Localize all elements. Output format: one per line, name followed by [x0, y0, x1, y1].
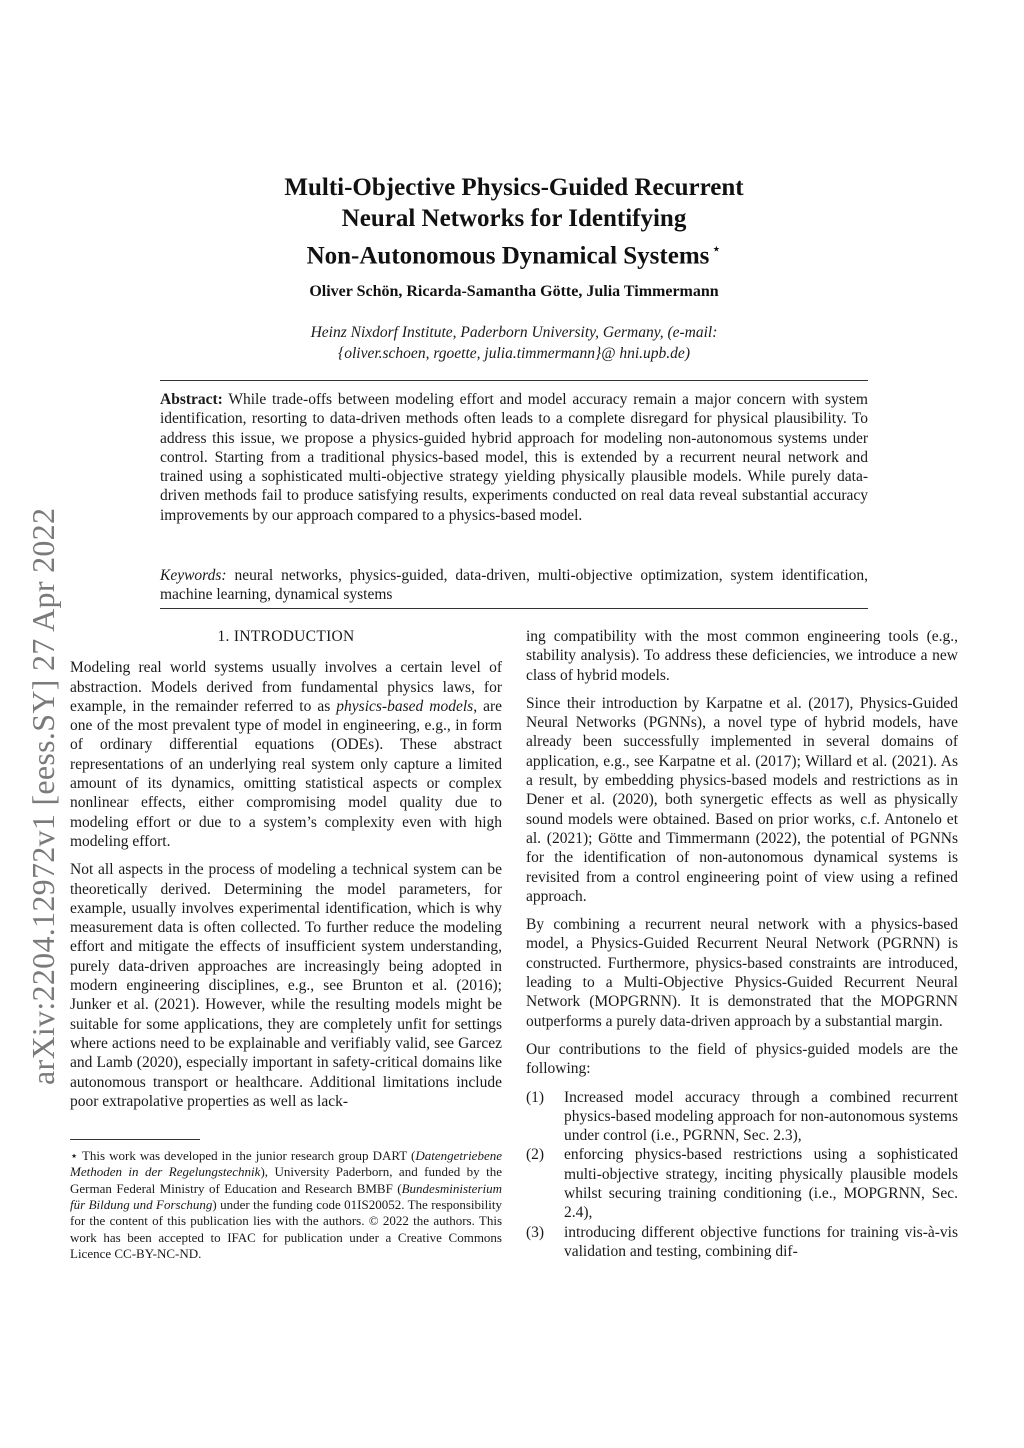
list-item-number: (2)	[526, 1146, 545, 1164]
author-list: Oliver Schön, Ricarda-Samantha Götte, Julia Timmermann	[309, 283, 719, 300]
paragraph: Our contributions to the field of physics-guided models are the following:	[526, 1040, 958, 1078]
title-line-text: Non-Autonomous Dynamical Systems	[306, 242, 710, 270]
list-item-text: enforcing physics-based restrictions using a sophisticated multi-objective strategy, inciting physically plausible models whilst securing training conditioning (i.e., MOPGRNN, Sec. 2.4),	[564, 1146, 958, 1222]
list-item-text: introducing different objective functions for training vis-à-vis validation and testing, combining dif-	[564, 1223, 958, 1260]
keywords-text: neural networks, physics-guided, data-driven, multi-objective optimization, system identification, machine learning, dynamical systems	[160, 567, 869, 604]
section-heading-introduction: 1. INTRODUCTION	[217, 628, 355, 645]
footnote-emphasis: Datengetriebene Methoden in der Regelungstechnik	[70, 1148, 502, 1180]
paragraph	[70, 658, 502, 851]
footnote-rule	[70, 1139, 200, 1140]
footnote-text: ⋆ This work was developed in the junior research group DART (	[70, 1148, 416, 1164]
paragraph-text: , are one of the most prevalent type of model in engineering, e.g., in form of ordinary differential equations (ODEs). These abstract representations of an underlying real system only capture a limited amount of its dynamics, omitting statistical aspects or complex nonlinear effects, either compromising model quality due to modeling effort or due to a system’s complexity even with high modeling effort.	[70, 697, 502, 850]
footnote-text: ) under the funding code 01IS20052. The responsibility for the content of this publication lies with the authors. © 2022 the authors. This work has been accepted to IFAC for publication under a Creative Commons Licence CC-BY-NC-ND.	[70, 1197, 502, 1261]
affiliation	[160, 322, 868, 364]
footnote	[70, 1148, 502, 1262]
paragraph: Since their introduction by Karpatne et al. (2017), Physics-Guided Neural Networks (PGNNs), a novel type of hybrid models, have already been successfully implemented in several domains of application, e.g., see Karpatne et al. (2017); Willard et al. (2021). As a result, by embedding physics-based models and restrictions as in Dener et al. (2020), both synergetic effects as well as physically sound models were obtained. Based on prior works, c.f. Antonelo et al. (2021); Götte and Timmermann (2022), the potential of PGNNs for the identification of non-autonomous dynamical systems is revisited from a control engineering point of view using a refined approach.	[526, 694, 958, 905]
affiliation-line: Heinz Nixdorf Institute, Paderborn University, Germany, (e-mail:	[310, 324, 718, 341]
paragraph: Not all aspects in the process of modeling a technical system can be theoretically derived. Determining the model parameters, for example, usually involves experimental identification, which is why measurement data is often collected. To further reduce the modeling effort and mitigate the effects of insufficient system understanding, purely data-driven approaches are increasingly being adopted in modern engineering disciplines, e.g., see Brunton et al. (2016); Junker et al. (2021). However, while the resulting models might be suitable for some applications, they are completely unfit for settings where actions need to be explainable and verifiably valid, see Garcez and Lamb (2020), especially important in safety-critical domains like autonomous transport or healthcare. Additional limitations include poor extrapolative properties as well as lack-	[70, 861, 502, 1110]
title-line: Neural Networks for Identifying	[341, 205, 687, 232]
list-item-number: (1)	[526, 1088, 545, 1106]
emphasis-text: physics-based models	[336, 697, 474, 715]
title-line	[160, 234, 868, 271]
abstract-label: Abstract:	[160, 391, 223, 408]
right-column	[526, 627, 958, 1261]
arxiv-identifier-stamp: arXiv:2204.12972v1 [eess.SY] 27 Apr 2022	[25, 507, 61, 1085]
list-item	[526, 1223, 958, 1262]
paragraph-text: Modeling real world systems usually involves a certain level of abstraction. Models derived from fundamental physics laws, for example, in the remainder referred to as	[70, 659, 502, 715]
list-item-number: (3)	[526, 1223, 545, 1241]
abstract-text: While trade-offs between modeling effort and model accuracy remain a major concern with system identification, resorting to data-driven methods often leads to a complete disregard for physical plausibility. To address this issue, we propose a physics-guided hybrid approach for modeling non-autonomous systems under control. Starting from a traditional physics-based model, this is extended by a recurrent neural network and trained using a sophisticated multi-objective strategy yielding physically plausible models. While purely data-driven methods fail to produce satisfying results, experiments conducted on real data reveal substantial accuracy improvements by our approach compared to a physics-based model.	[160, 391, 868, 524]
abstract	[160, 390, 868, 525]
keywords-label: Keywords:	[160, 567, 227, 584]
footnote-text: ), University Paderborn, and funded by the German Federal Ministry of Education and Research BMBF (	[70, 1164, 503, 1196]
contributions-list	[526, 1088, 958, 1262]
keywords	[160, 566, 868, 605]
paragraph: By combining a recurrent neural network with a physics-based model, a Physics-Guided Recurrent Neural Network (PGRNN) is constructed. Furthermore, physics-based constraints are introduced, leading to a Multi-Objective Physics-Guided Recurrent Neural Network (MOPGRNN). It is demonstrated that the MOPGRNN outperforms a purely data-driven approach by a substantial margin.	[526, 916, 958, 1030]
paragraph: ing compatibility with the most common engineering tools (e.g., stability analysis). To address these deficiencies, we introduce a new class of hybrid models.	[526, 628, 958, 684]
abstract-top-rule	[160, 380, 868, 381]
list-item	[526, 1145, 958, 1222]
footnote-emphasis: Bundesministerium für Bildung und Forschung	[70, 1180, 502, 1213]
abstract-bottom-rule	[160, 608, 868, 609]
left-column	[70, 627, 502, 1262]
paper-title	[160, 172, 868, 271]
list-item-text: Increased model accuracy through a combined recurrent physics-based modeling approach for non-autonomous systems under control (i.e., PGRNN, Sec. 2.3),	[564, 1088, 958, 1145]
affiliation-emails: {oliver.schoen, rgoette, julia.timmermann}@ hni.upb.de)	[338, 345, 690, 362]
title-footnote-marker: ⋆	[711, 241, 722, 258]
title-line: Multi-Objective Physics-Guided Recurrent	[284, 174, 744, 201]
list-item	[526, 1088, 958, 1146]
